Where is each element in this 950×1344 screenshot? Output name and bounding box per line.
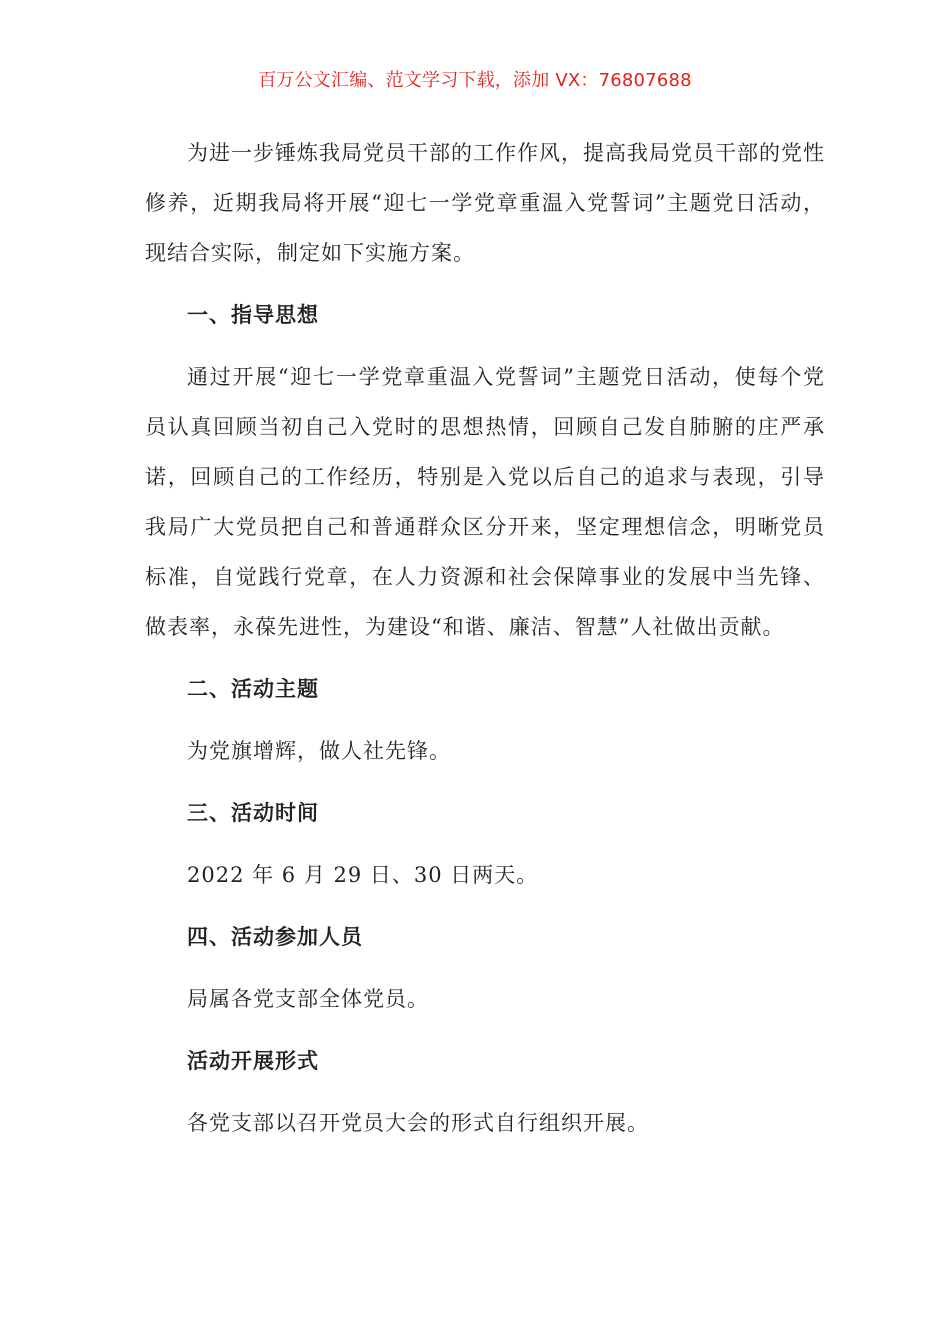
header-banner: 百万公文汇编、范文学习下载，添加 VX：76807688	[258, 70, 692, 91]
spacer	[145, 962, 825, 974]
document-body	[145, 128, 825, 1148]
section-heading-activity-format: 活动开展形式	[187, 1048, 319, 1073]
section-body-guiding-ideology: 通过开展“迎七一学党章重温入党誓词”主题党日活动，使每个党员认真回顾当初自己入党时的思想热情，回顾自己发自肺腑的庄严承诺，回顾自己的工作经历，特别是入党以后自己的追求与表现，引导我局广大党员把自己和普通群众区分开来，坚定理想信念，明晰党员标准，自觉践行党章，在人力资源和社会保障事业的发展中当先锋、做表率，永葆先进性，为建设“和谐、廉洁、智慧”人社做出贡献。	[145, 365, 825, 639]
section-body-activity-time: 2022 年 6 月 29 日、30 日两天。	[187, 863, 539, 887]
spacer	[145, 838, 825, 850]
spacer	[145, 714, 825, 726]
spacer	[145, 340, 825, 352]
section-heading-participants: 四、活动参加人员	[187, 924, 363, 949]
section-heading-activity-theme: 二、活动主题	[187, 676, 319, 701]
intro-paragraph: 为进一步锤炼我局党员干部的工作作风，提高我局党员干部的党性修养，近期我局将开展“迎七一学党章重温入党誓词”主题党日活动，现结合实际，制定如下实施方案。	[145, 141, 825, 265]
spacer	[145, 278, 825, 290]
section-heading-guiding-ideology: 一、指导思想	[187, 302, 319, 327]
spacer	[145, 1024, 825, 1036]
spacer	[145, 776, 825, 788]
section-body-activity-format: 各党支部以召开党员大会的形式自行组织开展。	[187, 1111, 649, 1135]
section-heading-activity-time: 三、活动时间	[187, 800, 319, 825]
spacer	[145, 900, 825, 912]
section-body-participants: 局属各党支部全体党员。	[187, 987, 429, 1011]
section-body-activity-theme: 为党旗增辉，做人社先锋。	[187, 739, 451, 763]
spacer	[145, 652, 825, 664]
spacer	[145, 1086, 825, 1098]
